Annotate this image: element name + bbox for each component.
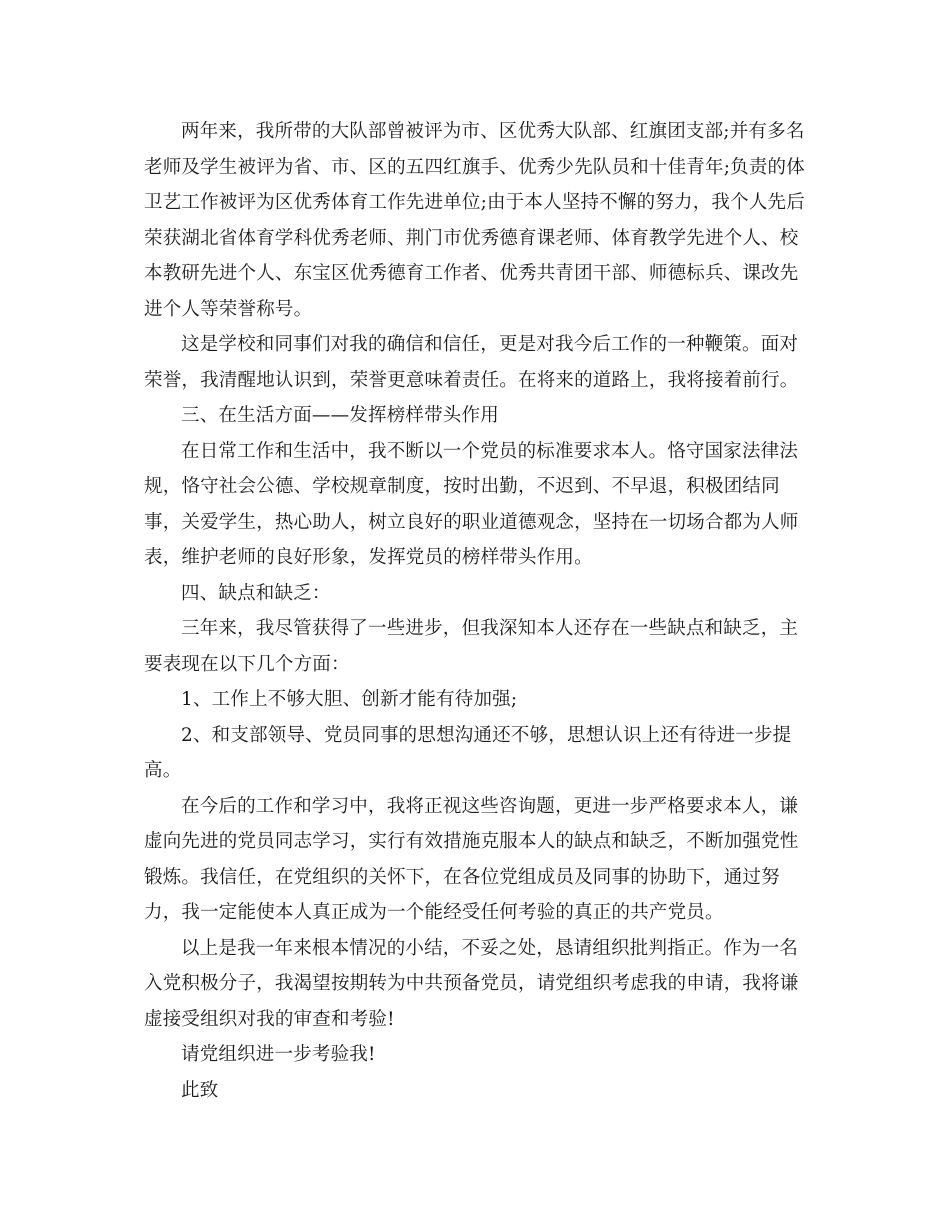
section-heading-shortcomings: 四、缺点和缺乏： <box>181 582 331 604</box>
paragraph-recognition: 这是学校和同事们对我的确信和信任，更是对我今后工作的一种鞭策。面对荣誉，我清醒地认识到，荣誉更意味着责任。在将来的道路上，我将接着前行。 <box>144 334 799 391</box>
list-item-shortcoming-2: 2、和支部领导、党员同事的思想沟通还不够，思想认识上还有待进一步提高。 <box>144 724 792 781</box>
closing-salutation: 此致 <box>181 1079 219 1101</box>
paragraph-daily-conduct: 在日常工作和生活中，我不断以一个党员的标准要求本人。恪守国家法律法规，恪守社会公德、学校规章制度，按时出勤，不迟到、不早退，积极团结同事，关爱学生，热心助人，树立良好的职业道德观念，坚持在一切场合都为人师表，维护老师的良好形象，发挥党员的榜样带头作用。 <box>144 440 799 568</box>
paragraph-future-plans: 在今后的工作和学习中，我将正视这些咨询题，更进一步严格要求本人，谦虚向先进的党员同志学习，实行有效措施克服本人的缺点和缺乏，不断加强党性锻炼。我信任，在党组织的关怀下，在各位党组成员及同事的协助下，通过努力，我一定能使本人真正成为一个能经受任何考验的真正的共产党员。 <box>144 795 799 923</box>
document-page <box>144 114 806 1108</box>
paragraph-shortcomings-intro: 三年来，我尽管获得了一些进步，但我深知本人还存在一些缺点和缺乏，主要表现在以下几个方面： <box>144 618 799 675</box>
paragraph-request: 请党组织进一步考验我! <box>181 1044 376 1065</box>
list-item-shortcoming-1: 1、工作上不够大胆、创新才能有待加强; <box>181 689 518 710</box>
paragraph-achievements: 两年来，我所带的大队部曾被评为市、区优秀大队部、红旗团支部;并有多名老师及学生被评为省、市、区的五四红旗手、优秀少先队员和十佳青年;负责的体卫艺工作被评为区优秀体育工作先进单位;由于本人坚持不懈的努力，我个人先后荣获湖北省体育学科优秀老师、荆门市优秀德育课老师、体育教学先进个人、校本教研先进个人、东宝区优秀德育工作者、优秀共青团干部、师德标兵、课改先进个人等荣誉称号。 <box>144 121 805 320</box>
paragraph-summary: 以上是我一年来根本情况的小结，不妥之处，恳请组织批判指正。作为一名入党积极分子，我渴望按期转为中共预备党员，请党组织考虑我的申请，我将谦虚接受组织对我的审查和考验! <box>144 937 799 1030</box>
section-heading-life: 三、在生活方面——发挥榜样带头作用 <box>181 405 499 426</box>
